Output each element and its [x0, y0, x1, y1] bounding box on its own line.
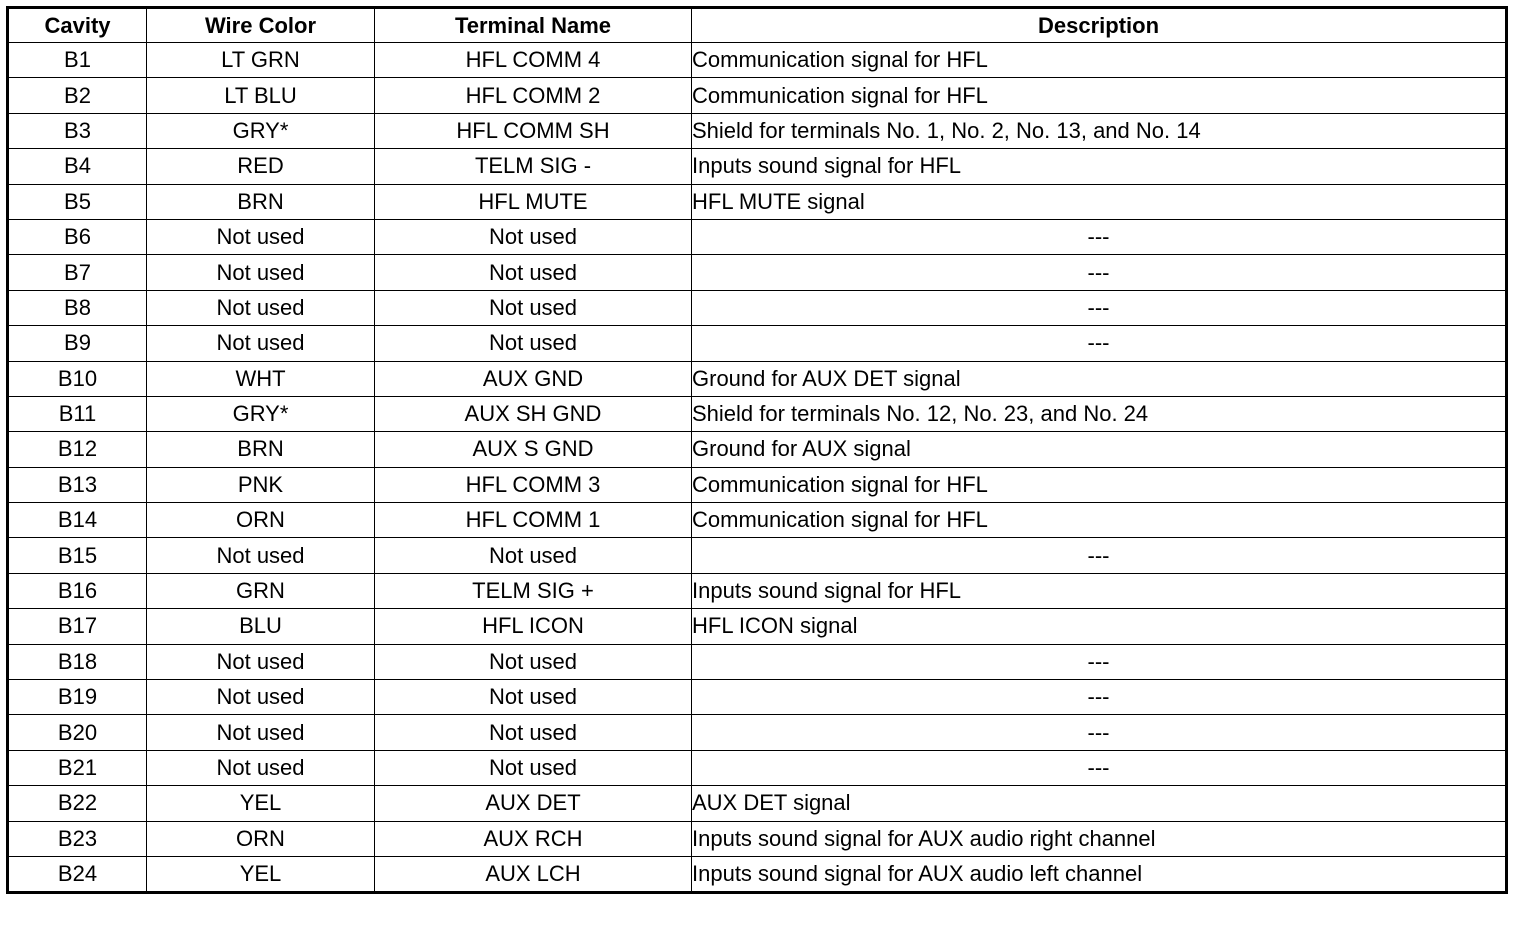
cell-cavity: B17 [8, 609, 147, 644]
cell-wire-color: Not used [147, 326, 375, 361]
table-header [8, 8, 1507, 43]
table-row [8, 609, 1507, 644]
cell-cavity: B23 [8, 821, 147, 856]
cell-terminal-name: TELM SIG + [375, 573, 692, 608]
cell-cavity: B18 [8, 644, 147, 679]
cell-cavity: B4 [8, 149, 147, 184]
cell-terminal-name: Not used [375, 255, 692, 290]
cell-description: Communication signal for HFL [692, 43, 1507, 78]
cell-terminal-name: AUX SH GND [375, 396, 692, 431]
header-terminal-name: Terminal Name [375, 8, 692, 43]
cell-cavity: B10 [8, 361, 147, 396]
cell-terminal-name: Not used [375, 219, 692, 254]
table-row [8, 326, 1507, 361]
cell-cavity: B2 [8, 78, 147, 113]
cell-terminal-name: HFL COMM 2 [375, 78, 692, 113]
cell-cavity: B14 [8, 503, 147, 538]
table-row [8, 78, 1507, 113]
table-row [8, 573, 1507, 608]
cell-cavity: B5 [8, 184, 147, 219]
cell-terminal-name: Not used [375, 750, 692, 785]
cell-terminal-name: AUX S GND [375, 432, 692, 467]
cell-wire-color: Not used [147, 680, 375, 715]
table-row [8, 680, 1507, 715]
cell-description: --- [692, 326, 1507, 361]
cell-description: Communication signal for HFL [692, 467, 1507, 502]
table-row [8, 149, 1507, 184]
cell-description: --- [692, 750, 1507, 785]
cell-terminal-name: TELM SIG - [375, 149, 692, 184]
cell-wire-color: Not used [147, 255, 375, 290]
cell-wire-color: Not used [147, 219, 375, 254]
cell-terminal-name: AUX DET [375, 786, 692, 821]
connector-pinout-table [6, 6, 1508, 894]
cell-description: Inputs sound signal for HFL [692, 573, 1507, 608]
cell-description: Ground for AUX signal [692, 432, 1507, 467]
cell-wire-color: GRN [147, 573, 375, 608]
cell-cavity: B12 [8, 432, 147, 467]
cell-wire-color: ORN [147, 503, 375, 538]
cell-wire-color: GRY* [147, 396, 375, 431]
cell-terminal-name: HFL COMM 3 [375, 467, 692, 502]
cell-cavity: B20 [8, 715, 147, 750]
cell-wire-color: BRN [147, 184, 375, 219]
cell-cavity: B11 [8, 396, 147, 431]
table-row [8, 856, 1507, 892]
cell-description: Inputs sound signal for HFL [692, 149, 1507, 184]
header-wire-color: Wire Color [147, 8, 375, 43]
cell-wire-color: PNK [147, 467, 375, 502]
cell-description: HFL ICON signal [692, 609, 1507, 644]
cell-description: Communication signal for HFL [692, 78, 1507, 113]
cell-terminal-name: HFL ICON [375, 609, 692, 644]
cell-wire-color: LT BLU [147, 78, 375, 113]
cell-description: --- [692, 290, 1507, 325]
cell-cavity: B21 [8, 750, 147, 785]
cell-description: HFL MUTE signal [692, 184, 1507, 219]
cell-wire-color: Not used [147, 750, 375, 785]
table-row [8, 750, 1507, 785]
cell-wire-color: Not used [147, 538, 375, 573]
cell-cavity: B13 [8, 467, 147, 502]
table-row [8, 538, 1507, 573]
table-row [8, 715, 1507, 750]
cell-terminal-name: HFL COMM 4 [375, 43, 692, 78]
table-row [8, 432, 1507, 467]
cell-wire-color: BRN [147, 432, 375, 467]
cell-wire-color: GRY* [147, 113, 375, 148]
table-row [8, 467, 1507, 502]
table-row [8, 184, 1507, 219]
table-row [8, 396, 1507, 431]
cell-terminal-name: Not used [375, 644, 692, 679]
cell-terminal-name: HFL MUTE [375, 184, 692, 219]
cell-terminal-name: Not used [375, 290, 692, 325]
table-row [8, 361, 1507, 396]
cell-cavity: B24 [8, 856, 147, 892]
cell-terminal-name: Not used [375, 715, 692, 750]
cell-wire-color: YEL [147, 856, 375, 892]
cell-cavity: B3 [8, 113, 147, 148]
header-description: Description [692, 8, 1507, 43]
cell-cavity: B16 [8, 573, 147, 608]
cell-terminal-name: AUX GND [375, 361, 692, 396]
cell-wire-color: BLU [147, 609, 375, 644]
table-row [8, 290, 1507, 325]
table-body [8, 43, 1507, 893]
cell-cavity: B19 [8, 680, 147, 715]
cell-cavity: B22 [8, 786, 147, 821]
cell-terminal-name: Not used [375, 326, 692, 361]
cell-cavity: B8 [8, 290, 147, 325]
cell-description: Shield for terminals No. 1, No. 2, No. 13, and No. 14 [692, 113, 1507, 148]
cell-wire-color: Not used [147, 715, 375, 750]
cell-wire-color: RED [147, 149, 375, 184]
cell-cavity: B7 [8, 255, 147, 290]
cell-description: Shield for terminals No. 12, No. 23, and No. 24 [692, 396, 1507, 431]
cell-terminal-name: HFL COMM 1 [375, 503, 692, 538]
cell-description: Inputs sound signal for AUX audio right channel [692, 821, 1507, 856]
header-cavity: Cavity [8, 8, 147, 43]
cell-cavity: B15 [8, 538, 147, 573]
table-row [8, 821, 1507, 856]
cell-terminal-name: HFL COMM SH [375, 113, 692, 148]
cell-description: Inputs sound signal for AUX audio left channel [692, 856, 1507, 892]
table-row [8, 644, 1507, 679]
cell-description: --- [692, 538, 1507, 573]
cell-description: Communication signal for HFL [692, 503, 1507, 538]
table-row [8, 113, 1507, 148]
table-row [8, 786, 1507, 821]
cell-description: --- [692, 715, 1507, 750]
cell-cavity: B6 [8, 219, 147, 254]
table-row [8, 43, 1507, 78]
cell-wire-color: Not used [147, 290, 375, 325]
table-row [8, 503, 1507, 538]
cell-description: --- [692, 644, 1507, 679]
cell-description: AUX DET signal [692, 786, 1507, 821]
cell-terminal-name: Not used [375, 538, 692, 573]
cell-wire-color: ORN [147, 821, 375, 856]
cell-wire-color: WHT [147, 361, 375, 396]
cell-cavity: B1 [8, 43, 147, 78]
cell-description: --- [692, 219, 1507, 254]
cell-terminal-name: Not used [375, 680, 692, 715]
cell-cavity: B9 [8, 326, 147, 361]
cell-description: --- [692, 255, 1507, 290]
cell-terminal-name: AUX RCH [375, 821, 692, 856]
cell-wire-color: Not used [147, 644, 375, 679]
cell-wire-color: YEL [147, 786, 375, 821]
table-row [8, 255, 1507, 290]
header-row [8, 8, 1507, 43]
cell-description: --- [692, 680, 1507, 715]
table-row [8, 219, 1507, 254]
cell-description: Ground for AUX DET signal [692, 361, 1507, 396]
cell-terminal-name: AUX LCH [375, 856, 692, 892]
cell-wire-color: LT GRN [147, 43, 375, 78]
